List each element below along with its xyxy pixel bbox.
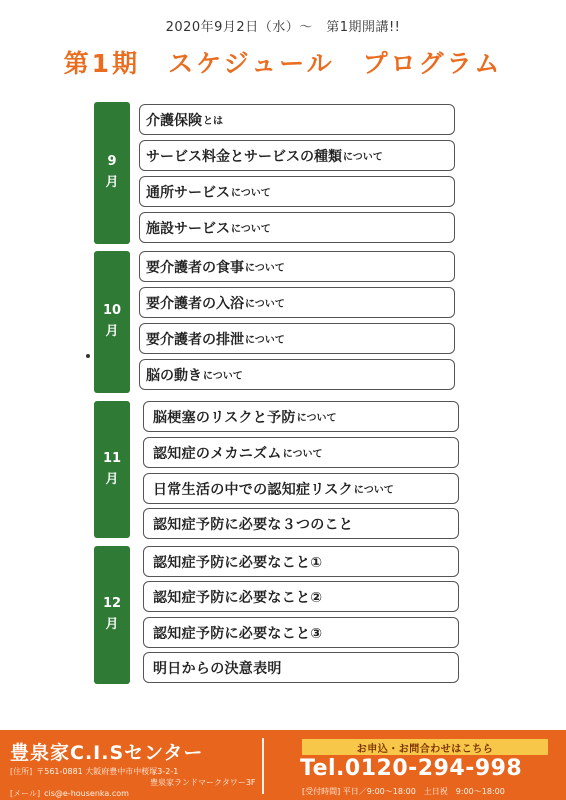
session-title: 介護保険 <box>146 112 202 129</box>
session-suffix: とは <box>203 116 223 127</box>
month-bar-december <box>94 546 130 684</box>
session-row <box>139 176 455 207</box>
session-row <box>143 473 459 504</box>
session-row <box>139 323 455 354</box>
session-title: 要介護者の排泄 <box>146 331 244 348</box>
month-unit: 月 <box>105 471 119 487</box>
month-number: 12 <box>102 596 122 612</box>
session-title: 認知症予防に必要な３つのこと <box>153 516 354 533</box>
session-suffix: について <box>245 299 285 310</box>
month-unit: 月 <box>105 175 119 190</box>
session-suffix: について <box>353 485 394 496</box>
address-text: 〒561-0881 大阪府豊中市中桜塚3-2-1 <box>36 767 179 776</box>
mail-address[interactable]: cis@e-housenka.com <box>44 789 129 798</box>
month-number: 11 <box>102 450 122 466</box>
session-title: サービス料金とサービスの種類 <box>146 148 342 165</box>
address-line <box>10 766 178 777</box>
mail-line <box>10 788 129 799</box>
brand-name: 豊泉家C.I.Sセンター <box>10 742 204 764</box>
month-bar-november <box>94 401 130 538</box>
session-row <box>143 401 459 432</box>
speck-dot <box>86 354 90 358</box>
session-title: 施設サービス <box>146 220 230 237</box>
session-suffix: について <box>343 152 383 163</box>
session-suffix: について <box>245 263 285 274</box>
session-title: 日常生活の中での認知症リスク <box>153 481 353 498</box>
session-title: 認知症のメカニズム <box>153 445 282 462</box>
session-title: 認知症予防に必要なこと③ <box>153 625 323 642</box>
session-row <box>143 508 459 539</box>
session-title: 脳の動き <box>146 367 202 384</box>
course-dates: 2020年9月2日（水）〜 第1期開講!! <box>165 20 401 35</box>
session-suffix: について <box>282 449 323 460</box>
session-row <box>143 546 459 577</box>
session-row <box>143 581 459 612</box>
month-bar-october <box>94 251 130 393</box>
session-row <box>143 437 459 468</box>
session-title: 通所サービス <box>146 184 230 201</box>
footer-divider <box>262 738 264 794</box>
session-title: 脳梗塞のリスクと予防 <box>153 409 296 426</box>
phone-number[interactable]: Tel.0120-294-998 <box>300 756 523 781</box>
month-unit: 月 <box>105 324 119 339</box>
session-row <box>139 359 455 390</box>
session-row <box>139 212 455 243</box>
session-title: 認知症予防に必要なこと② <box>153 589 323 606</box>
page-title: 第1期 スケジュール プログラム <box>63 49 503 78</box>
mail-tag: [メール] <box>10 789 41 798</box>
session-suffix: について <box>231 224 271 235</box>
inquiry-label: お申込・お問合わせはこちら <box>302 739 548 755</box>
session-row <box>139 287 455 318</box>
reception-hours: [受付時間] 平日／9:00〜18:00 土日祝 9:00〜18:00 <box>302 787 505 796</box>
session-title: 要介護者の入浴 <box>146 295 244 312</box>
session-suffix: について <box>245 335 285 346</box>
session-suffix: について <box>231 188 271 199</box>
address-tag: [住所] <box>10 767 33 776</box>
session-title: 明日からの決意表明 <box>153 660 282 677</box>
session-title: 認知症予防に必要なこと① <box>153 554 323 571</box>
month-unit: 月 <box>105 617 119 632</box>
session-row <box>139 104 455 135</box>
session-suffix: について <box>203 371 243 382</box>
month-bar-september <box>94 102 130 244</box>
month-number: 9 <box>107 154 117 170</box>
session-row <box>143 652 459 683</box>
session-row <box>143 617 459 648</box>
session-title: 要介護者の食事 <box>146 259 244 276</box>
footer-banner <box>0 730 566 800</box>
month-number: 10 <box>102 303 122 319</box>
session-suffix: について <box>296 413 337 424</box>
session-row <box>139 140 455 171</box>
session-row <box>139 251 455 282</box>
address-building: 豊泉家ランドマークタワー3F <box>150 778 256 787</box>
